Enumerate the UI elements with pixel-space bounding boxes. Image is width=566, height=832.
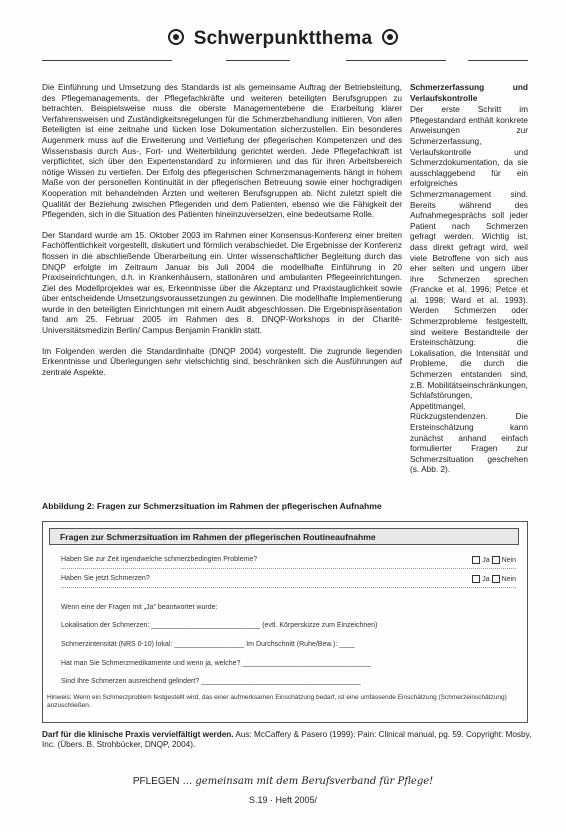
question-text: Schmerzintensität (NRS 0-10) lokal: __________________ Im Durchschnitt (Ruhe/Bew.): ____	[61, 641, 355, 648]
no-checkbox[interactable]	[492, 556, 500, 564]
figure-box	[42, 521, 528, 723]
figure-source	[42, 730, 534, 751]
figure-note: Hinweis: Wenn ein Schmerzproblem festgestellt wird, das einer aufmerksamen Einschätzung bedarf, ist eine umfassende Einschätzung (Schmerzeinschätzung) anzuschließen.	[47, 694, 507, 709]
question-row	[61, 575, 516, 586]
question-row	[61, 660, 516, 671]
target-icon	[168, 29, 184, 45]
footer-brand: PFLEGEN	[132, 776, 180, 787]
figure-box-title: Fragen zur Schmerzsituation im Rahmen der pflegerischen Routineaufnahme	[49, 528, 519, 545]
answer-line	[61, 568, 516, 569]
question-row	[61, 622, 516, 633]
paragraph: Die Einführung und Umsetzung des Standards ist als gemeinsame Auftrag der Betriebsleitung, des Pflegemanagements, der Pflegefachkräfte und weiteren beteiligten Berufsgruppen zu betrachten. Beispielsweise muss die oberste Managementebene die Erarbeitung klarer Verfahrensweisen und Zuständigkeitsregelungen für die Schmerzbehandlung initiieren. Von allen Beteiligten ist eine zeitnahe und lücken lose Dokumentation sicherzustellen. Ein besonderes Augenmerk muss auf die Erweiterung und Vertiefung der pflegerischen Kompetenzen und des Wissensbasis durch Aus-, Fort- und Weiterbildung gerichtet werden. Jede Pflegefachkraft ist verpflichtet, sich über den Expertenstandard zu informieren und das für ihren Arbeitsbereich nötige Wissen zu vertiefen. Der Erfolg des pflegerischen Schmerzmanagements hängt in hohem Maße von der personellen Kontinuität in der pflegerischen Betreuung sowie einer hochgradigen Kooperation mit behandelnden Ärzten und weiteren Berufsgruppen ab. Nicht zuletzt spielt die Qualität der Beziehung zwischen Pflegenden und dem Patienten, ebenso wie die Fähigkeit der Pflegenden, sich in die Situation des Patienten hineinzuversetzen, eine bedeutsame Rolle.	[42, 82, 402, 220]
header-rule-far-right	[468, 60, 528, 61]
main-text-column	[42, 82, 402, 387]
question-text: Wenn eine der Fragen mit „Ja" beantwortet wurde:	[61, 604, 218, 611]
header-rule-left	[42, 60, 172, 61]
yes-checkbox[interactable]	[472, 575, 480, 583]
question-row	[61, 604, 516, 615]
side-heading: Schmerzerfassung und Verlaufskontrolle	[410, 82, 528, 103]
page-number: S.19 · Heft 2005/	[248, 795, 318, 805]
question-row	[61, 641, 516, 652]
paragraph: Der Standard wurde am 15. Oktober 2003 im Rahmen einer Konsensus-Konferenz einer breiten Fachöffentlichkeit vorgestellt, diskutiert und förmlich verabschiedet. Die Ergebnisse der Konferenz flossen in die abschließende Überarbeitung ein. Unter wissenschaftlicher Begleitung durch das DNQP erfolgte im Zeitraum Januar bis Juli 2004 die modellhafte Einführung in 20 Praxiseinrichtungen, d.h. in Krankenhäusern, stationären und ambulanten Pflegeeinrichtungen. Ziel des Modellprojektes war es, Erkenntnisse über die Akzeptanz und Praxistauglichkeit sowie über entscheidende Umsetzungsvoraussetzungen zu gewinnen. Die modellhafte Implementierung wurde in den beteiligten Einrichtungen mit einem Audit abgeschlossen. Die Ergebnispräsentation fand am 25. Februar 2005 im Rahmen des 8. DNQP-Workshops in der Charité-Universitätsmedizin Berlin/ Campus Benjamin Franklin statt.	[42, 229, 402, 336]
question-row	[61, 556, 516, 567]
answer-options	[472, 575, 516, 583]
side-paragraph: Der erste Schritt im Pflegestandard enthält konkrete Anweisungen zur Schmerzerfassung, Verlaufskontrolle und Schmerzdokumentation, da sie ausschlaggebend für ein erfolgreiches Schmerzmanagement sind. Bereits während des Aufnahmegesprächs soll jeder Patient nach Schmerzen gefragt werden. Wichtig ist, dass direkt gefragt wird, weil viele Betroffene von sich aus eher selten und ungern über ihre Schmerzen sprechen (Francke et al. 1996; Petce et al. 1998; Ward et al. 1993). Werden Schmerzen oder Schmerzprobleme festgestellt, sind weitere Bestandteile der Ersteinschätzung: die Lokalisation, die Intensität und Probleme, die durch die Schmerzen entstanden sind, z.B. Mobilitätseinschränkungen, Schlafstörungen, Appetitmangel, Rückzugstendenzen. Die Ersteinschätzung kann zunächst anhand einfach formulierter Fragen zur Schmerzsituation geschehen (s. Abb. 2).	[410, 104, 528, 475]
header-rule-middle	[226, 60, 290, 61]
question-row	[61, 678, 516, 689]
side-text-column	[410, 82, 528, 475]
question-text: Lokalisation der Schmerzen: ____________________________ (evtl. Körperskizze zum Einzeichnen)	[61, 622, 378, 629]
question-text: Haben Sie jetzt Schmerzen?	[61, 575, 150, 582]
page-header	[0, 24, 566, 56]
section-title	[0, 28, 566, 50]
header-rule-right	[346, 60, 446, 61]
paragraph: Im Folgenden werden die Standardinhalte (DNQP 2004) vorgestellt. Die zugrunde liegenden Erkenntnisse und Überlegungen sehr vielschichtig sind, beschränken sich die Ausführungen auf zentrale Aspekte.	[42, 345, 402, 377]
source-bold: Darf für die klinische Praxis vervielfältigt werden.	[42, 730, 234, 739]
source-text: Aus: McCaffery & Pasero (1999): Pain: Clinical manual, pg. 59. Copyright: Mosby, Inc. (Übers. B. Strohbücker, DNQP, 2004).	[42, 730, 532, 750]
answer-options	[472, 556, 516, 564]
no-label: Nein	[501, 575, 516, 583]
section-title-text: Schwerpunktthema	[193, 28, 373, 49]
no-label: Nein	[501, 556, 516, 564]
footer-slogan-text: ... gemeinsam mit dem Berufsverband für Pflege!	[179, 776, 434, 787]
question-text: Sind Ihre Schmerzen ausreichend gelindert? _________________________________________	[61, 678, 361, 685]
question-text: Haben Sie zur Zeit irgendwelche schmerzbedingten Probleme?	[61, 556, 258, 563]
no-checkbox[interactable]	[492, 575, 500, 583]
answer-line	[61, 587, 516, 588]
yes-label: Ja	[482, 556, 490, 564]
yes-label: Ja	[482, 575, 490, 583]
target-icon	[382, 29, 398, 45]
yes-checkbox[interactable]	[472, 556, 480, 564]
figure-caption: Abbildung 2: Fragen zur Schmerzsituation im Rahmen der pflegerischen Aufnahme	[42, 501, 382, 511]
question-text: Hat man Sie Schmerzmedikamente und wenn ja, welche? _________________________________	[61, 660, 371, 667]
footer-slogan	[0, 776, 566, 787]
